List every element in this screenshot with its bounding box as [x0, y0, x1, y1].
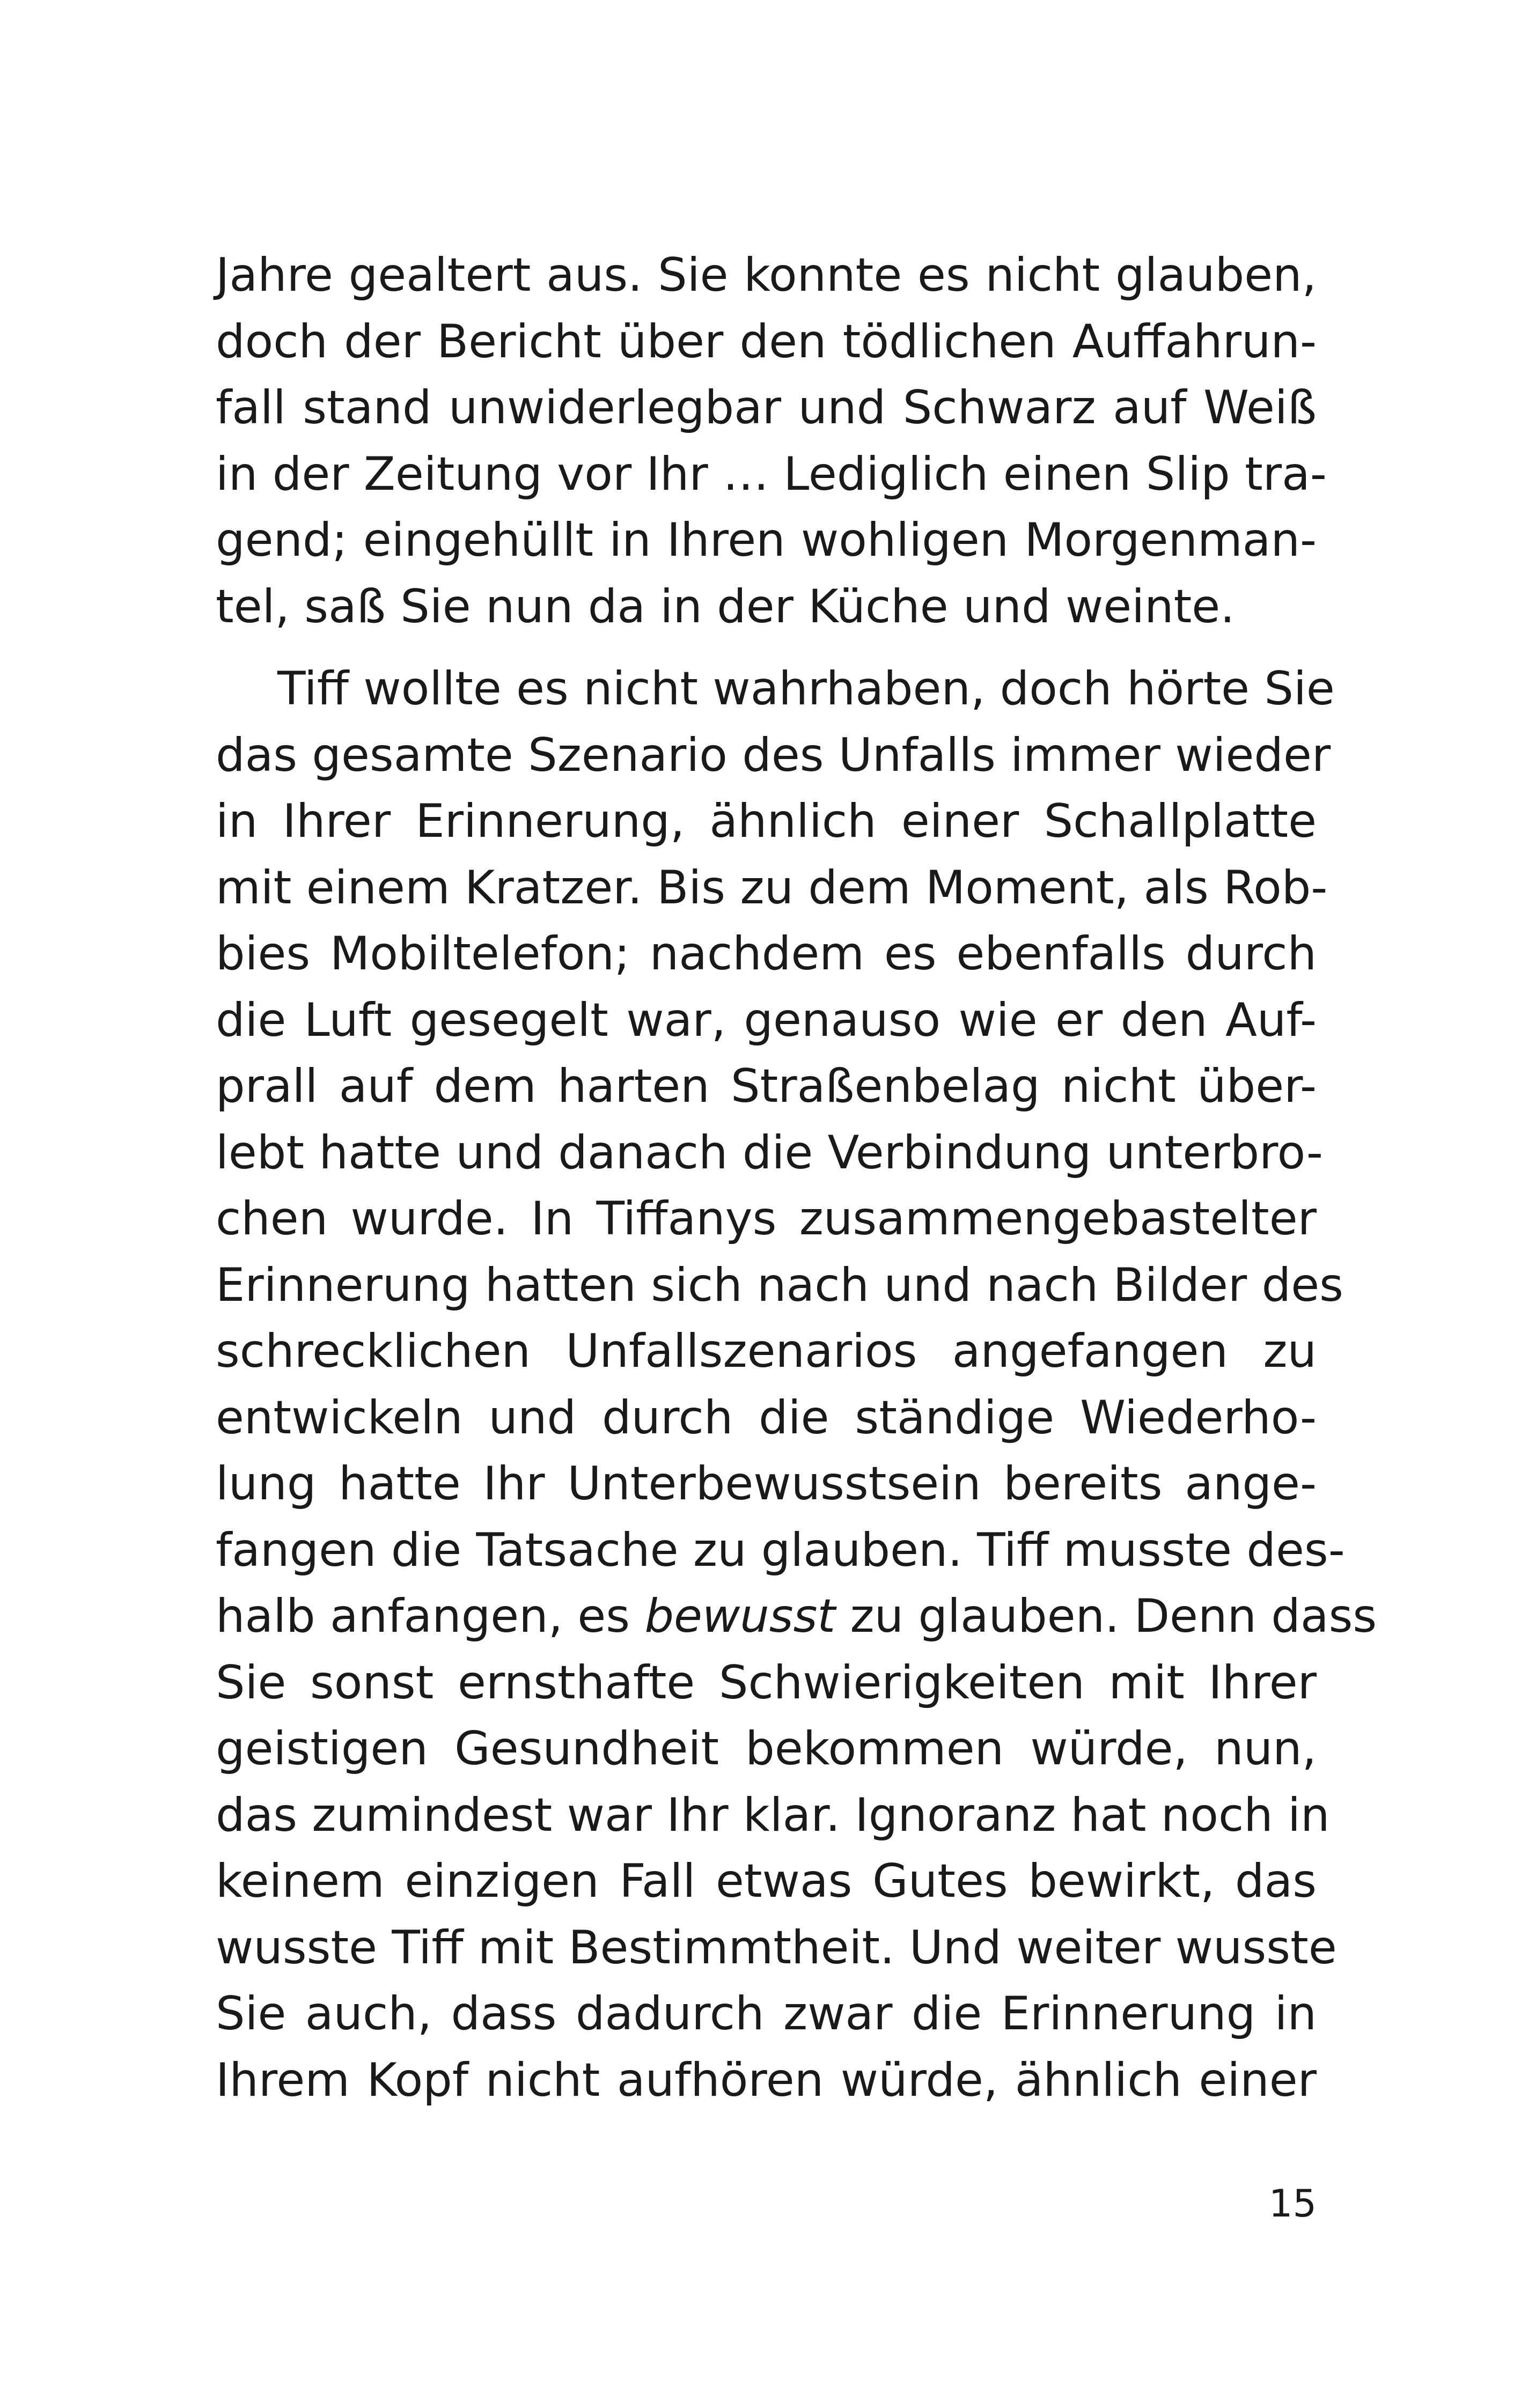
text-line: Tiff wollte es nicht wahrhaben, doch hörte Sie [277, 662, 1335, 716]
text-line: das zumindest war Ihr klar. Ignoranz hat noch in [216, 1788, 1330, 1842]
text-line: Jahre gealtert aus. Sie konnte es nicht glauben, [216, 248, 1317, 302]
paragraph [216, 656, 1377, 2114]
page-body [216, 242, 1377, 2114]
text-line: lebt hatte und danach die Verbindung unterbro- [216, 1125, 1323, 1180]
text-line: chen wurde. In Tiffanys zusammengebastelter [216, 1192, 1317, 1246]
text-line: keinem einzigen Fall etwas Gutes bewirkt, das [216, 1854, 1317, 1908]
text-line: die Luft gesegelt war, genauso wie er den Auf- [216, 993, 1317, 1047]
text-line: Sie auch, dass dadurch zwar die Erinnerung in [216, 1987, 1317, 2041]
text-line: Sie sonst ernsthafte Schwierigkeiten mit Ihrer [216, 1655, 1317, 1710]
text-line: entwickeln und durch die ständige Wiederho- [216, 1390, 1317, 1445]
text-line: das gesamte Szenario des Unfalls immer wieder [216, 728, 1331, 782]
text-line: lung hatte Ihr Unterbewusstsein bereits ange- [216, 1457, 1317, 1511]
text-line: in Ihrer Erinnerung, ähnlich einer Schallplatte [216, 794, 1317, 848]
text-line: prall auf dem harten Straßenbelag nicht über- [216, 1059, 1317, 1113]
text-line: Ihrem Kopf nicht aufhören würde, ähnlich einer [216, 2053, 1317, 2107]
text-line: in der Zeitung vor Ihr … Lediglich einen Slip tra- [216, 447, 1327, 501]
paragraph [216, 242, 1327, 640]
text-line: bies Mobiltelefon; nachdem es ebenfalls durch [216, 927, 1317, 981]
text-line: wusste Tiff mit Bestimmtheit. Und weiter wusste [216, 1920, 1337, 1975]
text-line: mit einem Kratzer. Bis zu dem Moment, als Rob- [216, 860, 1328, 915]
text-line: schrecklichen Unfallszenarios angefangen zu [216, 1324, 1317, 1378]
text-line: fangen die Tatsache zu glauben. Tiff musste des- [216, 1523, 1345, 1577]
page-number: 15 [1268, 2182, 1317, 2226]
text-line: gend; eingehüllt in Ihren wohligen Morgenman- [216, 513, 1317, 567]
emphasis: bewusst [644, 1589, 836, 1643]
text-line: Erinnerung hatten sich nach und nach Bilder des [216, 1258, 1343, 1312]
text-line: fall stand unwiderlegbar und Schwarz auf Weiß [216, 381, 1317, 435]
text-line: geistigen Gesundheit bekommen würde, nun, [216, 1722, 1317, 1776]
paragraph-gap [216, 640, 1317, 656]
text-line: halb anfangen, es bewusst zu glauben. Denn dass [216, 1589, 1377, 1643]
text-line: doch der Bericht über den tödlichen Auffahrun- [216, 314, 1317, 369]
text-line: tel, saß Sie nun da in der Küche und weinte. [216, 579, 1235, 634]
